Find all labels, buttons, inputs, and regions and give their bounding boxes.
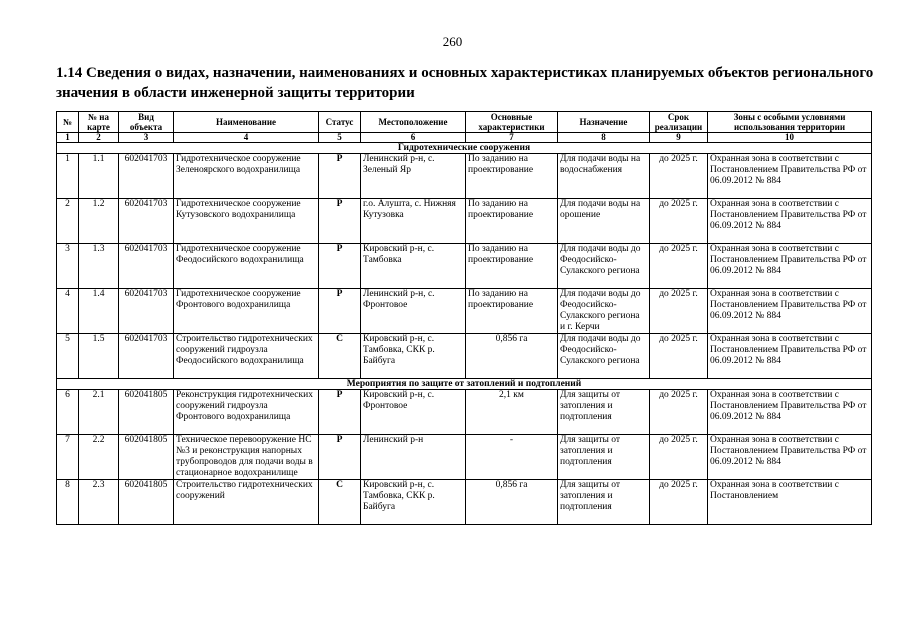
location-cell: Кировский р-н, с. Тамбовка, СКК р. Байбуга (361, 334, 466, 379)
location-cell: Кировский р-н, с. Тамбовка (361, 244, 466, 289)
table-row (57, 480, 872, 525)
section-row (57, 379, 872, 390)
row-number-cell: 8 (57, 480, 79, 525)
table-row (57, 334, 872, 379)
zones-cell: Охранная зона в соответствии с Постановлением Правительства РФ от 06.09.2012 № 884 (708, 154, 872, 199)
object-kind-cell: 602041703 (119, 154, 174, 199)
purpose-cell: Для защиты от затопления и подтопления (558, 480, 650, 525)
table-row (57, 244, 872, 289)
status-cell: Р (319, 390, 361, 435)
purpose-cell: Для подачи воды до Феодосийско-Сулакского региона (558, 334, 650, 379)
location-cell: Кировский р-н, с. Фронтовое (361, 390, 466, 435)
row-number-cell: 1 (57, 154, 79, 199)
location-cell: Ленинский р-н, с. Фронтовое (361, 289, 466, 334)
object-kind-cell: 602041805 (119, 480, 174, 525)
zones-cell: Охранная зона в соответствии с Постановлением Правительства РФ от 06.09.2012 № 884 (708, 435, 872, 480)
column-header: Статус (319, 112, 361, 133)
characteristics-cell: По заданию на проектирование (466, 154, 558, 199)
row-number-cell: 3 (57, 244, 79, 289)
column-number: 3 (119, 133, 174, 143)
section-title: Мероприятия по защите от затоплений и подтоплений (57, 379, 872, 390)
characteristics-cell: 2,1 км (466, 390, 558, 435)
planned-objects-table (56, 111, 872, 525)
map-number-cell: 1.2 (79, 199, 119, 244)
term-cell: до 2025 г. (650, 154, 708, 199)
zones-cell: Охранная зона в соответствии с Постановлением Правительства РФ от 06.09.2012 № 884 (708, 334, 872, 379)
object-kind-cell: 602041703 (119, 289, 174, 334)
term-cell: до 2025 г. (650, 334, 708, 379)
column-number-row (57, 133, 872, 143)
object-name-cell: Гидротехническое сооружение Фронтового водохранилища (174, 289, 319, 334)
row-number-cell: 7 (57, 435, 79, 480)
term-cell: до 2025 г. (650, 199, 708, 244)
column-header: Местоположение (361, 112, 466, 133)
characteristics-cell: 0,856 га (466, 334, 558, 379)
zones-cell: Охранная зона в соответствии с Постановлением Правительства РФ от 06.09.2012 № 884 (708, 199, 872, 244)
table-row (57, 199, 872, 244)
purpose-cell: Для подачи воды на водоснабжения (558, 154, 650, 199)
section-title: Гидротехнические сооружения (57, 143, 872, 154)
column-header: Основные характеристики (466, 112, 558, 133)
column-number: 8 (558, 133, 650, 143)
zones-cell: Охранная зона в соответствии с Постановлением Правительства РФ от 06.09.2012 № 884 (708, 244, 872, 289)
location-cell: Ленинский р-н (361, 435, 466, 480)
column-header: Назначение (558, 112, 650, 133)
column-header: Зоны с особыми условиями использования территории (708, 112, 872, 133)
object-name-cell: Реконструкция гидротехнических сооружений гидроузла Фронтового водохранилища (174, 390, 319, 435)
map-number-cell: 2.3 (79, 480, 119, 525)
object-name-cell: Гидротехническое сооружение Кутузовского водохранилища (174, 199, 319, 244)
row-number-cell: 2 (57, 199, 79, 244)
purpose-cell: Для подачи воды до Феодосийско-Сулакского региона и г. Керчи (558, 289, 650, 334)
object-kind-cell: 602041805 (119, 435, 174, 480)
status-cell: Р (319, 154, 361, 199)
object-name-cell: Строительство гидротехнических сооружений (174, 480, 319, 525)
column-number: 1 (57, 133, 79, 143)
term-cell: до 2025 г. (650, 244, 708, 289)
location-cell: Ленинский р-н, с. Зеленый Яр (361, 154, 466, 199)
status-cell: Р (319, 199, 361, 244)
section-title: 1.14 Сведения о видах, назначении, наименованиях и основных характеристиках планируемых объектов регионального значения в области инженерной защиты территории (56, 65, 874, 101)
row-number-cell: 5 (57, 334, 79, 379)
status-cell: Р (319, 289, 361, 334)
object-kind-cell: 602041703 (119, 244, 174, 289)
row-number-cell: 6 (57, 390, 79, 435)
map-number-cell: 1.5 (79, 334, 119, 379)
object-kind-cell: 602041703 (119, 334, 174, 379)
map-number-cell: 1.3 (79, 244, 119, 289)
purpose-cell: Для подачи воды на орошение (558, 199, 650, 244)
term-cell: до 2025 г. (650, 435, 708, 480)
table-row (57, 289, 872, 334)
location-cell: г.о. Алушта, с. Нижняя Кутузовка (361, 199, 466, 244)
purpose-cell: Для защиты от затопления и подтопления (558, 435, 650, 480)
characteristics-cell: По заданию на проектирование (466, 289, 558, 334)
column-header: Срок реализации (650, 112, 708, 133)
table-header-row (57, 112, 872, 133)
map-number-cell: 1.1 (79, 154, 119, 199)
column-header: № на карте (79, 112, 119, 133)
zones-cell: Охранная зона в соответствии с Постановлением Правительства РФ от 06.09.2012 № 884 (708, 390, 872, 435)
column-number: 9 (650, 133, 708, 143)
characteristics-cell: - (466, 435, 558, 480)
table-row (57, 435, 872, 480)
column-number: 6 (361, 133, 466, 143)
object-name-cell: Гидротехническое сооружение Феодосийского водохранилища (174, 244, 319, 289)
object-name-cell: Гидротехническое сооружение Зеленоярского водохранилища (174, 154, 319, 199)
object-kind-cell: 602041805 (119, 390, 174, 435)
characteristics-cell: По заданию на проектирование (466, 199, 558, 244)
zones-cell: Охранная зона в соответствии с Постановлением (708, 480, 872, 525)
status-cell: С (319, 334, 361, 379)
column-number: 2 (79, 133, 119, 143)
map-number-cell: 1.4 (79, 289, 119, 334)
table-row (57, 154, 872, 199)
table-body (57, 143, 872, 525)
purpose-cell: Для защиты от затопления и подтопления (558, 390, 650, 435)
column-number: 4 (174, 133, 319, 143)
status-cell: Р (319, 244, 361, 289)
zones-cell: Охранная зона в соответствии с Постановлением Правительства РФ от 06.09.2012 № 884 (708, 289, 872, 334)
term-cell: до 2025 г. (650, 289, 708, 334)
row-number-cell: 4 (57, 289, 79, 334)
status-cell: Р (319, 435, 361, 480)
object-name-cell: Строительство гидротехнических сооружений гидроузла Феодосийского водохранилища (174, 334, 319, 379)
term-cell: до 2025 г. (650, 480, 708, 525)
column-number: 7 (466, 133, 558, 143)
column-number: 5 (319, 133, 361, 143)
status-cell: С (319, 480, 361, 525)
characteristics-cell: 0,856 га (466, 480, 558, 525)
column-header: № (57, 112, 79, 133)
object-kind-cell: 602041703 (119, 199, 174, 244)
map-number-cell: 2.1 (79, 390, 119, 435)
map-number-cell: 2.2 (79, 435, 119, 480)
table-row (57, 390, 872, 435)
location-cell: Кировский р-н, с. Тамбовка, СКК р. Байбуга (361, 480, 466, 525)
column-header: Вид объекта (119, 112, 174, 133)
column-header: Наименование (174, 112, 319, 133)
object-name-cell: Техническое перевооружение НС №3 и реконструкция напорных трубопроводов для подачи воды в стационарное водохранилище (174, 435, 319, 480)
section-row (57, 143, 872, 154)
purpose-cell: Для подачи воды до Феодосийско-Сулакского региона (558, 244, 650, 289)
characteristics-cell: По заданию на проектирование (466, 244, 558, 289)
page-number: 260 (442, 34, 463, 49)
term-cell: до 2025 г. (650, 390, 708, 435)
column-number: 10 (708, 133, 872, 143)
